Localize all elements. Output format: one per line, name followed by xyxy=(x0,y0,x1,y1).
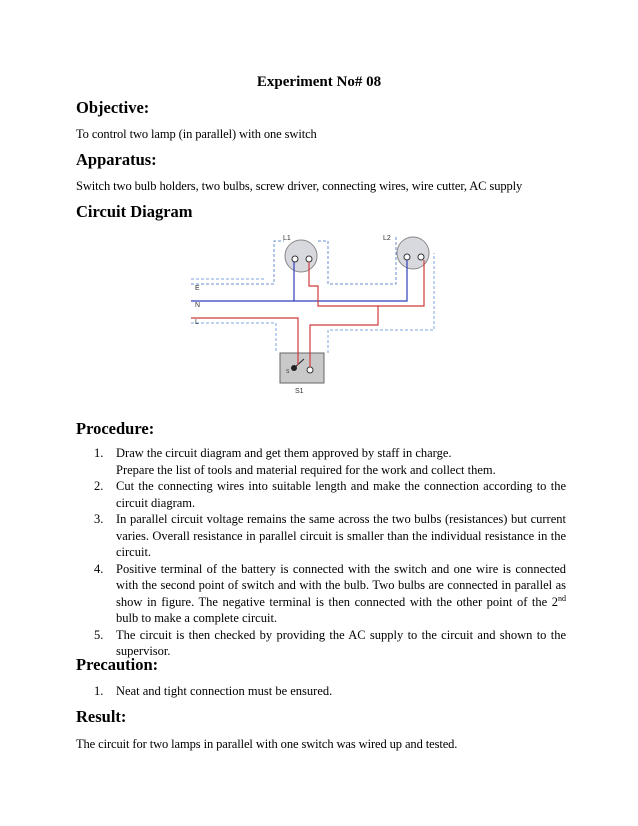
step-text: The circuit is then checked by providing the AC supply to the circuit and shown to the supervisor. xyxy=(116,627,566,658)
procedure-list xyxy=(76,445,566,660)
step-number: 1. xyxy=(94,446,104,460)
dashed-frame xyxy=(191,253,434,353)
procedure-heading: Procedure: xyxy=(76,419,155,438)
apparatus-heading: Apparatus: xyxy=(76,150,157,169)
label-l1: L1 xyxy=(283,235,291,242)
precaution-heading: Precaution: xyxy=(76,655,159,674)
circuit-diagram-heading: Circuit Diagram xyxy=(76,202,193,221)
step-text: Prepare the list of tools and material required for the work and collect them. xyxy=(116,462,496,477)
page-title: Experiment No# 08 xyxy=(256,74,382,90)
step-text: In parallel circuit voltage remains the same across the two bulbs (resistances) but current varies. Overall resistance in parallel circuit is smaller than the individual resistance in the circuit. xyxy=(116,512,566,559)
item-number: 1. xyxy=(94,684,104,698)
step-number: 2. xyxy=(94,479,104,493)
label-l2: L2 xyxy=(383,235,391,242)
step-superscript: nd xyxy=(558,593,566,603)
label-s: S xyxy=(286,369,290,375)
objective-text: To control two lamp (in parallel) with one switch xyxy=(76,127,317,141)
switch-s1 xyxy=(280,353,324,383)
apparatus-text: Switch two bulb holders, two bulbs, screw driver, connecting wires, wire cutter, AC supply xyxy=(76,179,523,193)
precaution-list xyxy=(76,683,566,700)
label-n: N xyxy=(195,302,201,309)
step-number: 5. xyxy=(94,627,104,642)
step-number: 4. xyxy=(94,561,104,576)
label-l: L xyxy=(195,319,199,326)
procedure-step xyxy=(76,511,566,561)
result-heading: Result: xyxy=(76,707,127,726)
step-text: Positive terminal of the battery is connected with the switch and one wire is connected with the second point of switch and with the bulb. Two bulbs are connected in parallel as show in figure. The negative terminal is then connected with the other point of the 2 xyxy=(116,561,566,609)
procedure-step xyxy=(76,561,566,627)
step-number: 3. xyxy=(94,512,104,526)
bulb-l1 xyxy=(285,240,317,272)
result-text: The circuit for two lamps in parallel with one switch was wired up and tested. xyxy=(76,737,458,751)
objective-heading: Objective: xyxy=(76,98,150,117)
label-e: E xyxy=(195,285,200,292)
item-text: Neat and tight connection must be ensured. xyxy=(116,684,333,698)
step-text: Draw the circuit diagram and get them approved by staff in charge. xyxy=(116,446,452,460)
procedure-step xyxy=(76,478,566,511)
step-text: Cut the connecting wires into suitable length and make the connection according to the circuit diagram. xyxy=(116,479,566,510)
circuit-diagram xyxy=(176,226,446,396)
step-text: bulb to make a complete circuit. xyxy=(116,611,278,625)
precaution-item xyxy=(76,683,566,700)
procedure-step xyxy=(76,445,566,478)
label-s1: S1 xyxy=(295,388,304,395)
